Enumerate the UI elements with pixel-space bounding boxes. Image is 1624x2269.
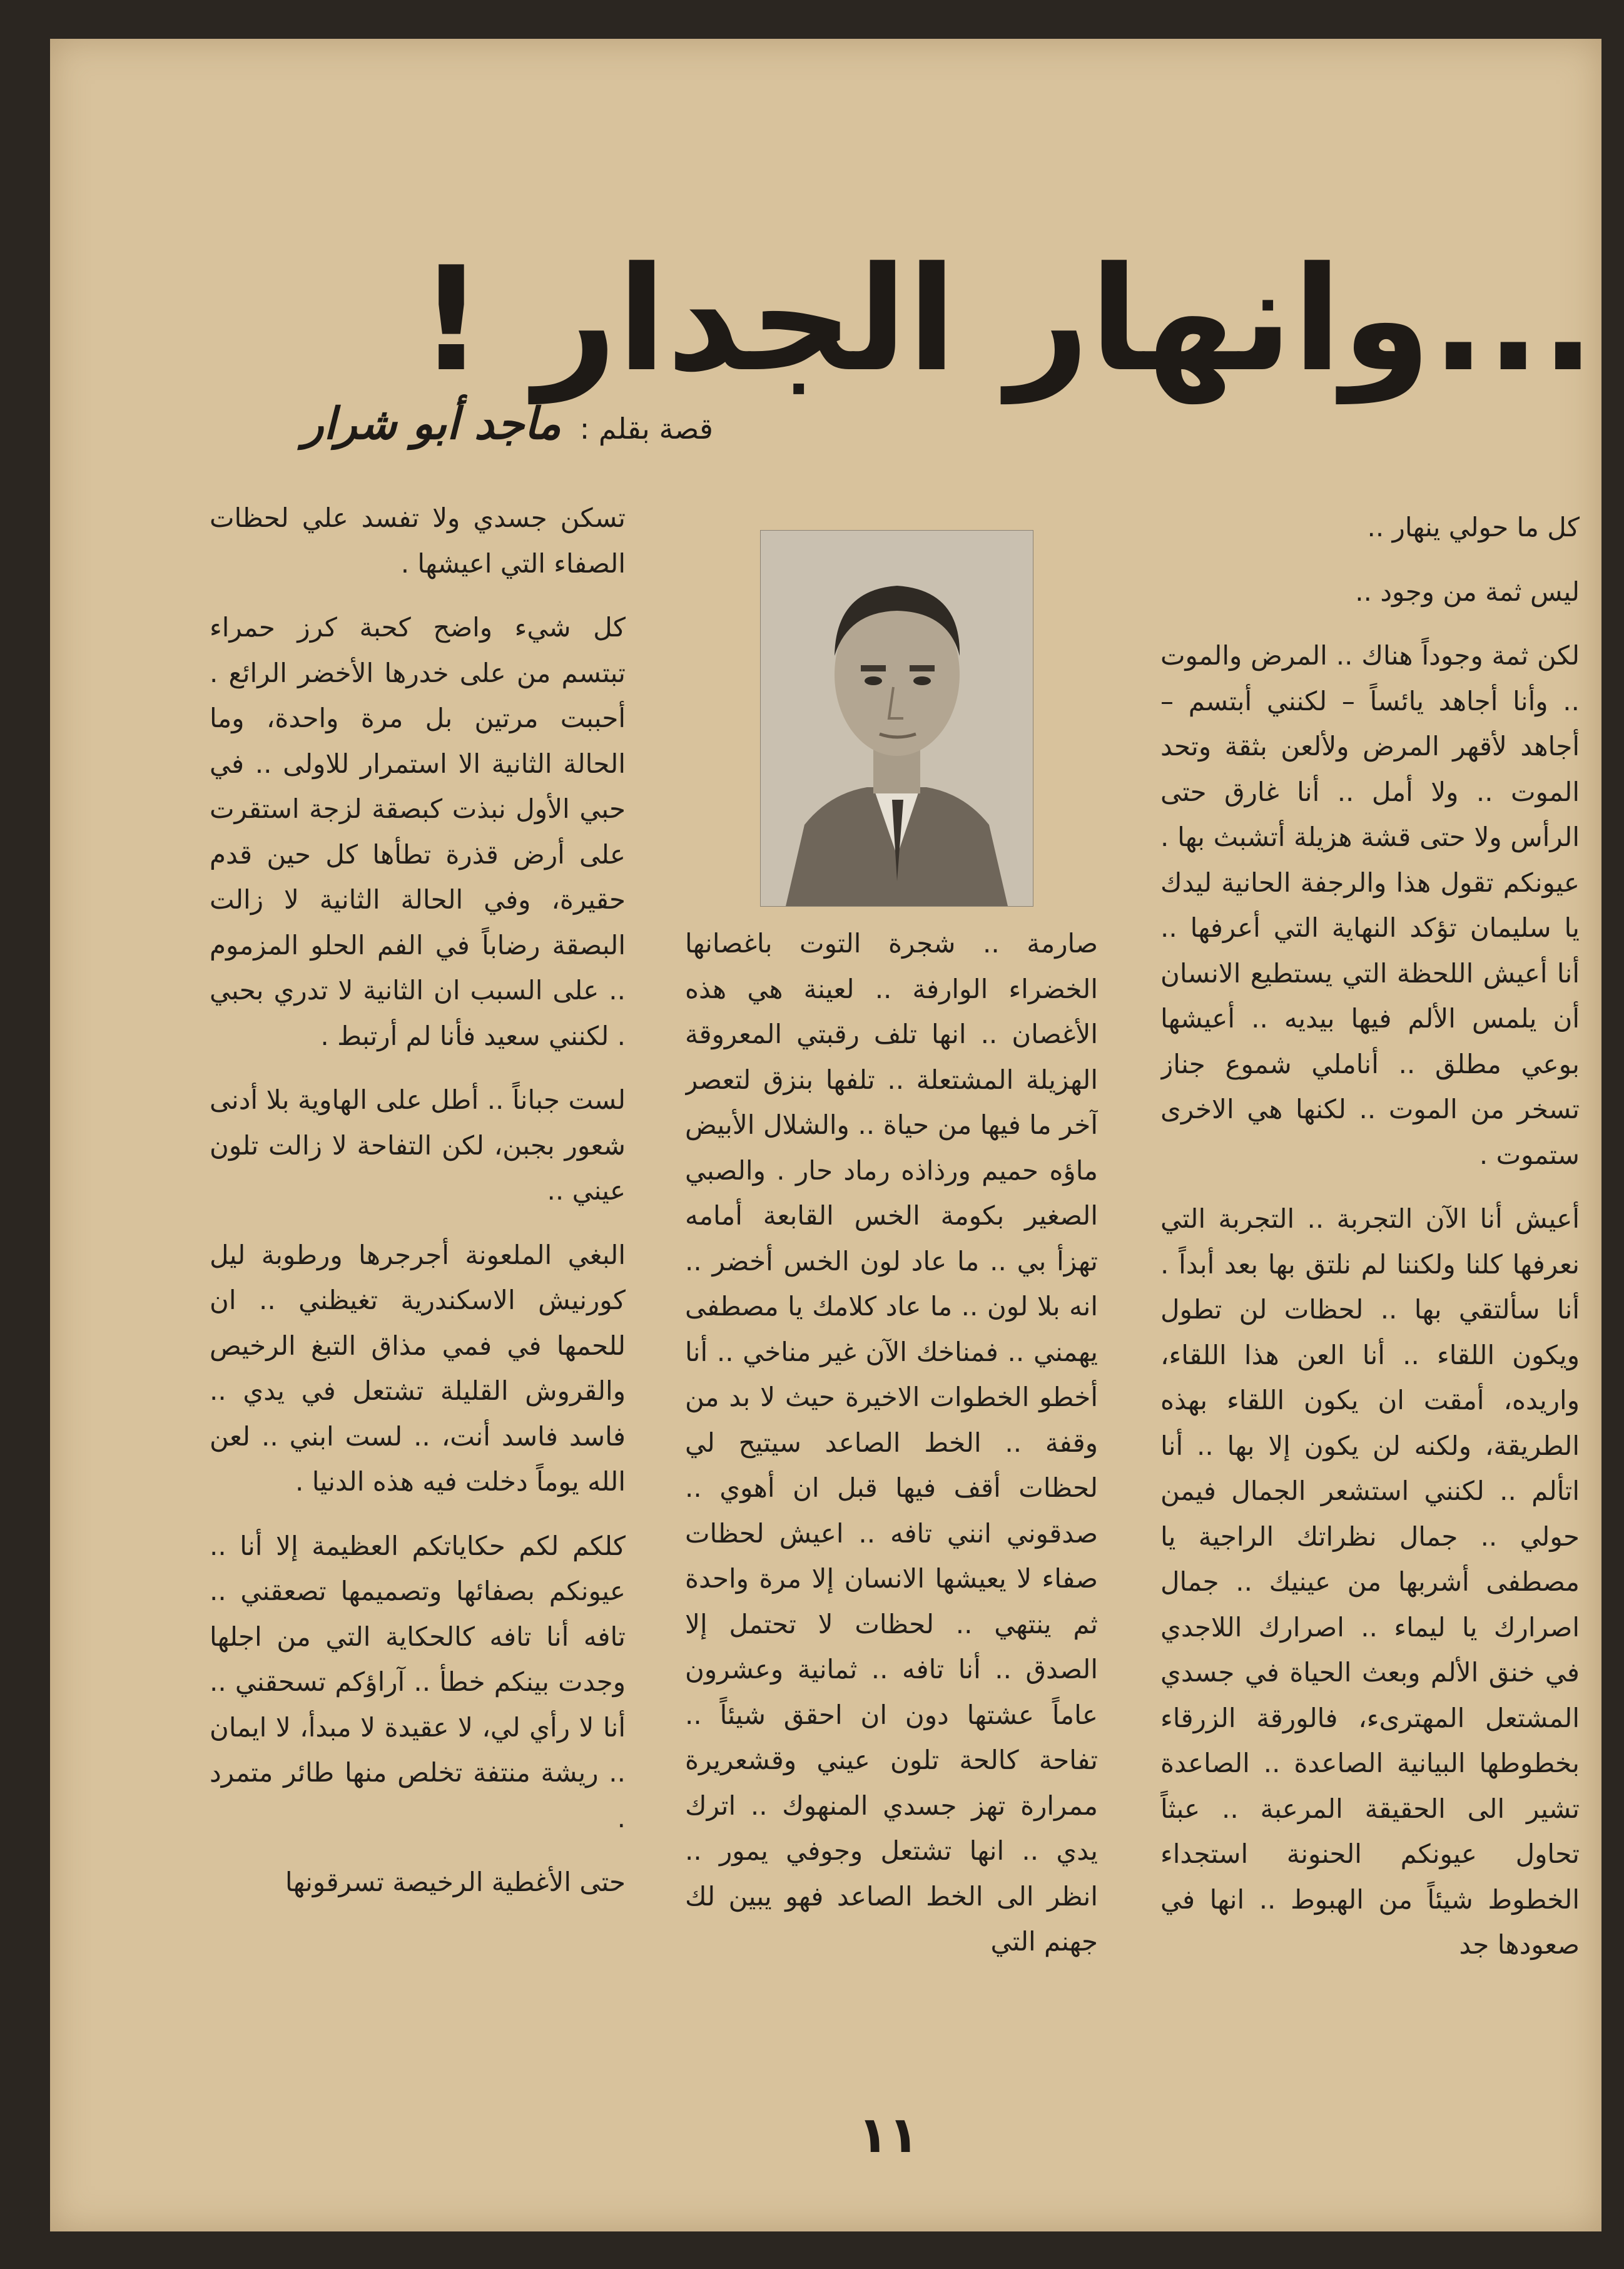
text-column-left	[210, 496, 626, 2073]
paragraph: البغي الملعونة أجرجرها ورطوبة ليل كورنيش الاسكندرية تغيظني .. ان للحمها في فمي مذاق التبغ الرخيص والقروش القليلة تشتعل في يدي .. فاسد فاسد أنت، .. لست ابني .. لعن الله يوماً دخلت فيه هذه الدنيا .	[210, 1239, 626, 1497]
paragraph: أعيش أنا الآن التجربة .. التجربة التي نعرفها كلنا ولكننا لم نلتق بها بعد أبداً . أنا سألتقي بها .. لحظات لن تطول ويكون اللقاء .. أنا العن هذا اللقاء، واريده، أمقت ان يكون اللقاء بهذه الطريقة، ولكنه لن يكون إلا بها .. أنا اتألم .. لكنني استشعر الجمال فيمن حولي .. جمال نظراتك الراجية يا مصطفى أشربها من عينيك .. جمال اصرارك يا ليماء .. اصرارك اللاجدي في خنق الألم وبعث الحياة في جسدي المشتعل المهترىء، فالورقة الزرقاء بخطوطها البيانية الصاعدة .. الصاعدة تشير الى الحقيقة المرعبة .. عبثاً تحاول عيونكم الحنونة استجداء الخطوط شيئاً من الهبوط .. انها في صعودها جد	[1160, 1203, 1580, 1960]
page-number: ١١	[858, 2106, 919, 2164]
byline-label: قصة بقلم :	[579, 412, 713, 446]
paragraph: حتى الأغطية الرخيصة تسرقونها	[285, 1867, 626, 1897]
paragraph: كل ما حولي ينهار ..	[1367, 512, 1580, 543]
paragraph: صارمة .. شجرة التوت باغصانها الخضراء الوارفة .. لعينة هي هذه الأغصان .. انها تلف رقبتي المعروقة الهزيلة المشتعلة .. تلفها بنزق لتعصر آخر ما فيها من حياة .. والشلال الأبيض ماؤه حميم ورذاذه رماد حار . والصبي الصغير بكومة الخس القابعة أمامه تهزأ بي .. ما عاد لون الخس أخضر .. انه بلا لون .. ما عاد كلامك يا مصطفى يهمني .. فمناخك الآن غير مناخي .. أنا أخطو الخطوات الاخيرة حيث لا بد من وقفة .. الخط الصاعد سيتيح لي لحظات أقف فيها قبل ان أهوي .. صدقوني انني تافه .. اعيش لحظات صفاء لا يعيشها الانسان إلا مرة واحدة ثم ينتهي .. لحظات لا تحتمل إلا الصدق .. أنا تافه .. ثمانية وعشرون عاماً عشتها دون ان احقق شيئاً .. تفاحة كالحة تلون عيني وقشعريرة ممرارة تهز جسدي المنهوك .. اترك يدي .. انها تشتعل وجوفي يمور .. انظر الى الخط الصاعد فهو يبين لك جهنم التي	[685, 928, 1098, 1957]
portrait-photo-icon	[760, 530, 1033, 907]
magazine-page	[50, 39, 1601, 2231]
byline	[302, 389, 713, 458]
paragraph: لكن ثمة وجوداً هناك .. المرض والموت .. وأنا أجاهد يائساً – لكنني أبتسم – أجاهد لأقهر المرض ولألعن بثقة وتحد الموت .. ولا أمل .. أنا غارق حتى الرأس ولا حتى قشة هزيلة أتشبث بها . عيونكم تقول هذا والرجفة الحانية ليدك يا سليمان تؤكد النهاية التي أعرفها .. أنا أعيش اللحظة التي يستطيع الانسان أن يلمس الألم فيها بيديه .. أعيشها بوعي مطلق .. أناملي شموع جناز تسخر من الموت .. لكنها هي الاخرى ستموت .	[1160, 640, 1580, 1170]
paragraph: لست جباناً .. أطل على الهاوية بلا أدنى شعور بجبن، لكن التفاحة لا زالت تلون عيني ..	[210, 1084, 626, 1206]
paragraph: تسكن جسدي ولا تفسد علي لحظات الصفاء التي اعيشها .	[210, 502, 626, 579]
paragraph: كلكم لكم حكاياتكم العظيمة إلا أنا .. عيونكم بصفائها وتصميمها تصعقني .. تافه أنا تافه كالحكاية التي من اجلها وجدت بينكم خطأ .. آراؤكم تسحقني .. أنا لا رأي لي، لا عقيدة لا مبدأ، لا ايمان .. ريشة منتفة تخلص منها طائر متمرد .	[210, 1530, 626, 1833]
story-title: ...وانهار الجدار !	[419, 237, 1595, 404]
author-name: ماجد أبو شرار	[302, 398, 561, 449]
paragraph: كل شيء واضح كحبة كرز حمراء تبتسم من على خدرها الأخضر الرائع . أحببت مرتين بل مرة واحدة، وما الحالة الثانية الا استمرار للاولى .. في حبي الأول نبذت كبصقة لزجة استقرت على أرض قذرة تطأها كل حين قدم حقيرة، وفي الحالة الثانية لا زالت البصقة رضاباً في الفم الحلو المزموم .. على السبب ان الثانية لا تدري بحبي . لكنني سعيد فأنا لم أرتبط .	[210, 612, 626, 1051]
paragraph: ليس ثمة من وجود ..	[1355, 576, 1580, 607]
text-column-right	[1160, 505, 1580, 2082]
text-column-middle	[685, 921, 1098, 2079]
